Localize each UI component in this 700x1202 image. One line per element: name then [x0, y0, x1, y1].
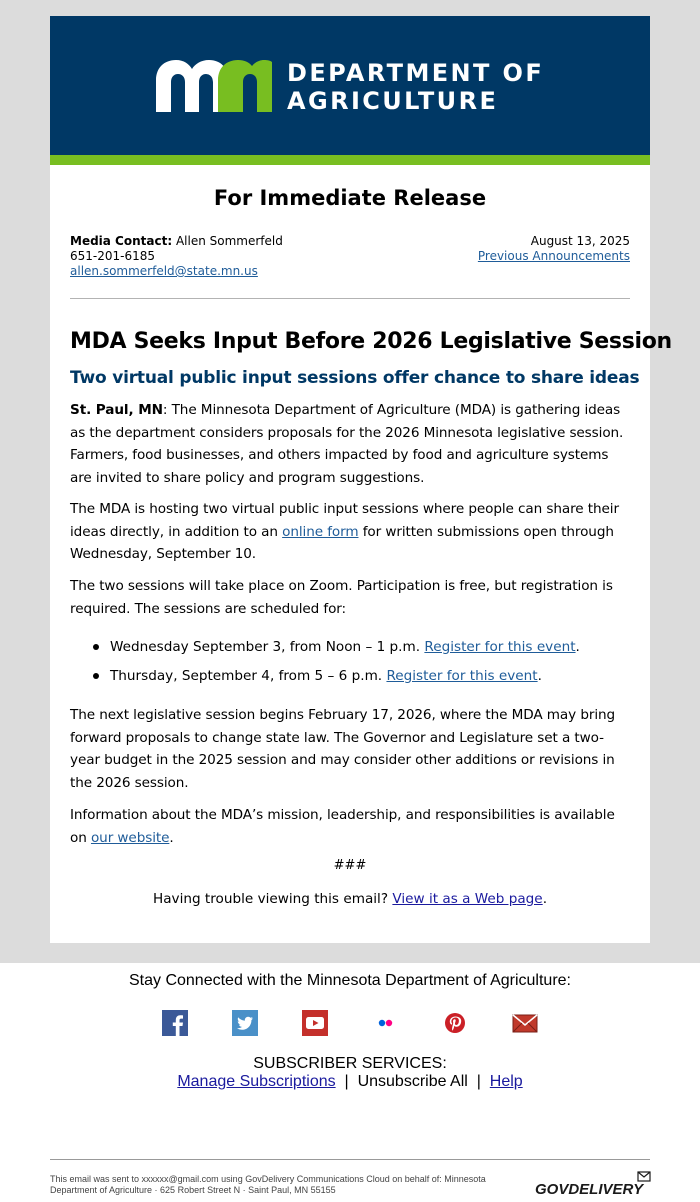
- subscriber-links: [0, 1073, 700, 1091]
- manage-subscriptions-link[interactable]: Manage Subscriptions: [177, 1073, 336, 1090]
- stay-connected-text: Stay Connected with the Minnesota Department of Agriculture:: [128, 972, 571, 989]
- contact-phone: 651-201-6185: [70, 249, 156, 263]
- youtube-icon[interactable]: [302, 1010, 328, 1036]
- release-date: August 13, 2025: [530, 234, 630, 248]
- session-2-text: Thursday, September 4, from 5 – 6 p.m.: [110, 668, 387, 684]
- info-text: Information about the MDA’s mission, leadership, and responsibilities is available on: [70, 807, 615, 846]
- separator: |: [467, 1073, 490, 1090]
- media-contact: [70, 234, 283, 279]
- list-item: Wednesday September 3, from Noon – 1 p.m. Register for this event.: [90, 636, 630, 658]
- paragraph-legislative: The next legislative session begins February 17, 2026, where the MDA may bring forward proposals to change state law. The Governor and Legislature set a two-year budget in the 2025 session and may consider other additions or revisions in the 2026 session.: [70, 707, 616, 791]
- list-item: Thursday, September 4, from 5 – 6 p.m. Register for this event.: [90, 665, 630, 687]
- govdelivery-wordmark: GOVDELIVERY: [535, 1181, 644, 1198]
- article-subheadline: Two virtual public input sessions offer chance to share ideas: [70, 368, 640, 388]
- flickr-icon[interactable]: [372, 1010, 398, 1036]
- email-card: [50, 16, 672, 943]
- trouble-text: Having trouble viewing this email?: [152, 891, 393, 907]
- dateline: St. Paul, MN: [70, 402, 163, 418]
- our-website-link[interactable]: our website: [90, 829, 170, 846]
- legal-text: [50, 1174, 540, 1196]
- contact-email-link[interactable]: allen.sommerfeld@state.mn.us: [70, 264, 258, 278]
- facebook-icon[interactable]: [162, 1010, 188, 1036]
- header-banner: [50, 16, 650, 155]
- intro-text: : The Minnesota Department of Agriculture (MDA) is gathering ideas as the department considers proposals for the 2026 Minnesota legislative session. Farmers, food businesses, and others impacted by food and agriculture systems are invited to share policy and program suggestions.: [70, 402, 624, 486]
- legal-line-1: This email was sent to xxxxxx@gmail.com using GovDelivery Communications Cloud on behalf of: Minnesota: [50, 1174, 486, 1184]
- govdelivery-logo[interactable]: [535, 1170, 653, 1200]
- subscriber-services-title: SUBSCRIBER SERVICES:: [253, 1055, 447, 1072]
- sessions-text: The MDA is hosting two virtual public input sessions where people can share their ideas directly, in addition to an: [70, 501, 619, 540]
- email-icon[interactable]: [512, 1010, 538, 1036]
- section-divider: [70, 298, 630, 299]
- mn-logo-icon: [156, 60, 272, 112]
- release-title: For Immediate Release: [213, 186, 487, 210]
- paragraph-info: [70, 804, 630, 849]
- legal-line-2: Department of Agriculture · 625 Robert Street N · Saint Paul, MN 55155: [50, 1185, 336, 1195]
- article-headline: MDA Seeks Input Before 2026 Legislative Session: [70, 329, 672, 354]
- previous-announcements-link[interactable]: Previous Announcements: [477, 249, 630, 263]
- release-date-block: [478, 234, 630, 264]
- department-name: [287, 59, 544, 115]
- register-event-1-link[interactable]: Register for this event: [424, 639, 576, 655]
- paragraph-intro: [70, 399, 630, 489]
- info-text-end: .: [169, 829, 174, 846]
- online-form-link[interactable]: online form: [282, 523, 359, 540]
- sessions-text-end: for written submissions open through Wednesday, September 10.: [70, 523, 614, 562]
- trouble-text-end: .: [542, 891, 548, 907]
- dept-line-2: AGRICULTURE: [287, 87, 499, 115]
- paragraph-zoom: The two sessions will take place on Zoom. Participation is free, but registration is required. The sessions are scheduled for:: [70, 578, 613, 617]
- paragraph-sessions: [70, 498, 630, 566]
- contact-label: Media Contact:: [70, 234, 173, 248]
- pinterest-icon[interactable]: [442, 1010, 468, 1036]
- dept-line-1: DEPARTMENT OF: [287, 59, 545, 87]
- view-web-page-link[interactable]: View it as a Web page: [392, 891, 543, 907]
- twitter-icon[interactable]: [232, 1010, 258, 1036]
- trouble-viewing: [50, 891, 650, 907]
- govdelivery-envelope-icon: [638, 1172, 650, 1181]
- footer-divider: [50, 1159, 650, 1160]
- session-1-text: Wednesday September 3, from Noon – 1 p.m.: [110, 639, 425, 655]
- end-mark: ###: [333, 858, 367, 873]
- contact-name: Allen Sommerfeld: [172, 234, 283, 248]
- register-event-2-link[interactable]: Register for this event: [386, 668, 538, 684]
- session-list: [90, 636, 630, 694]
- help-link[interactable]: Help: [489, 1073, 523, 1090]
- unsubscribe-all-text[interactable]: Unsubscribe All: [357, 1073, 468, 1090]
- separator: |: [335, 1073, 358, 1090]
- green-accent-bar: [50, 155, 650, 165]
